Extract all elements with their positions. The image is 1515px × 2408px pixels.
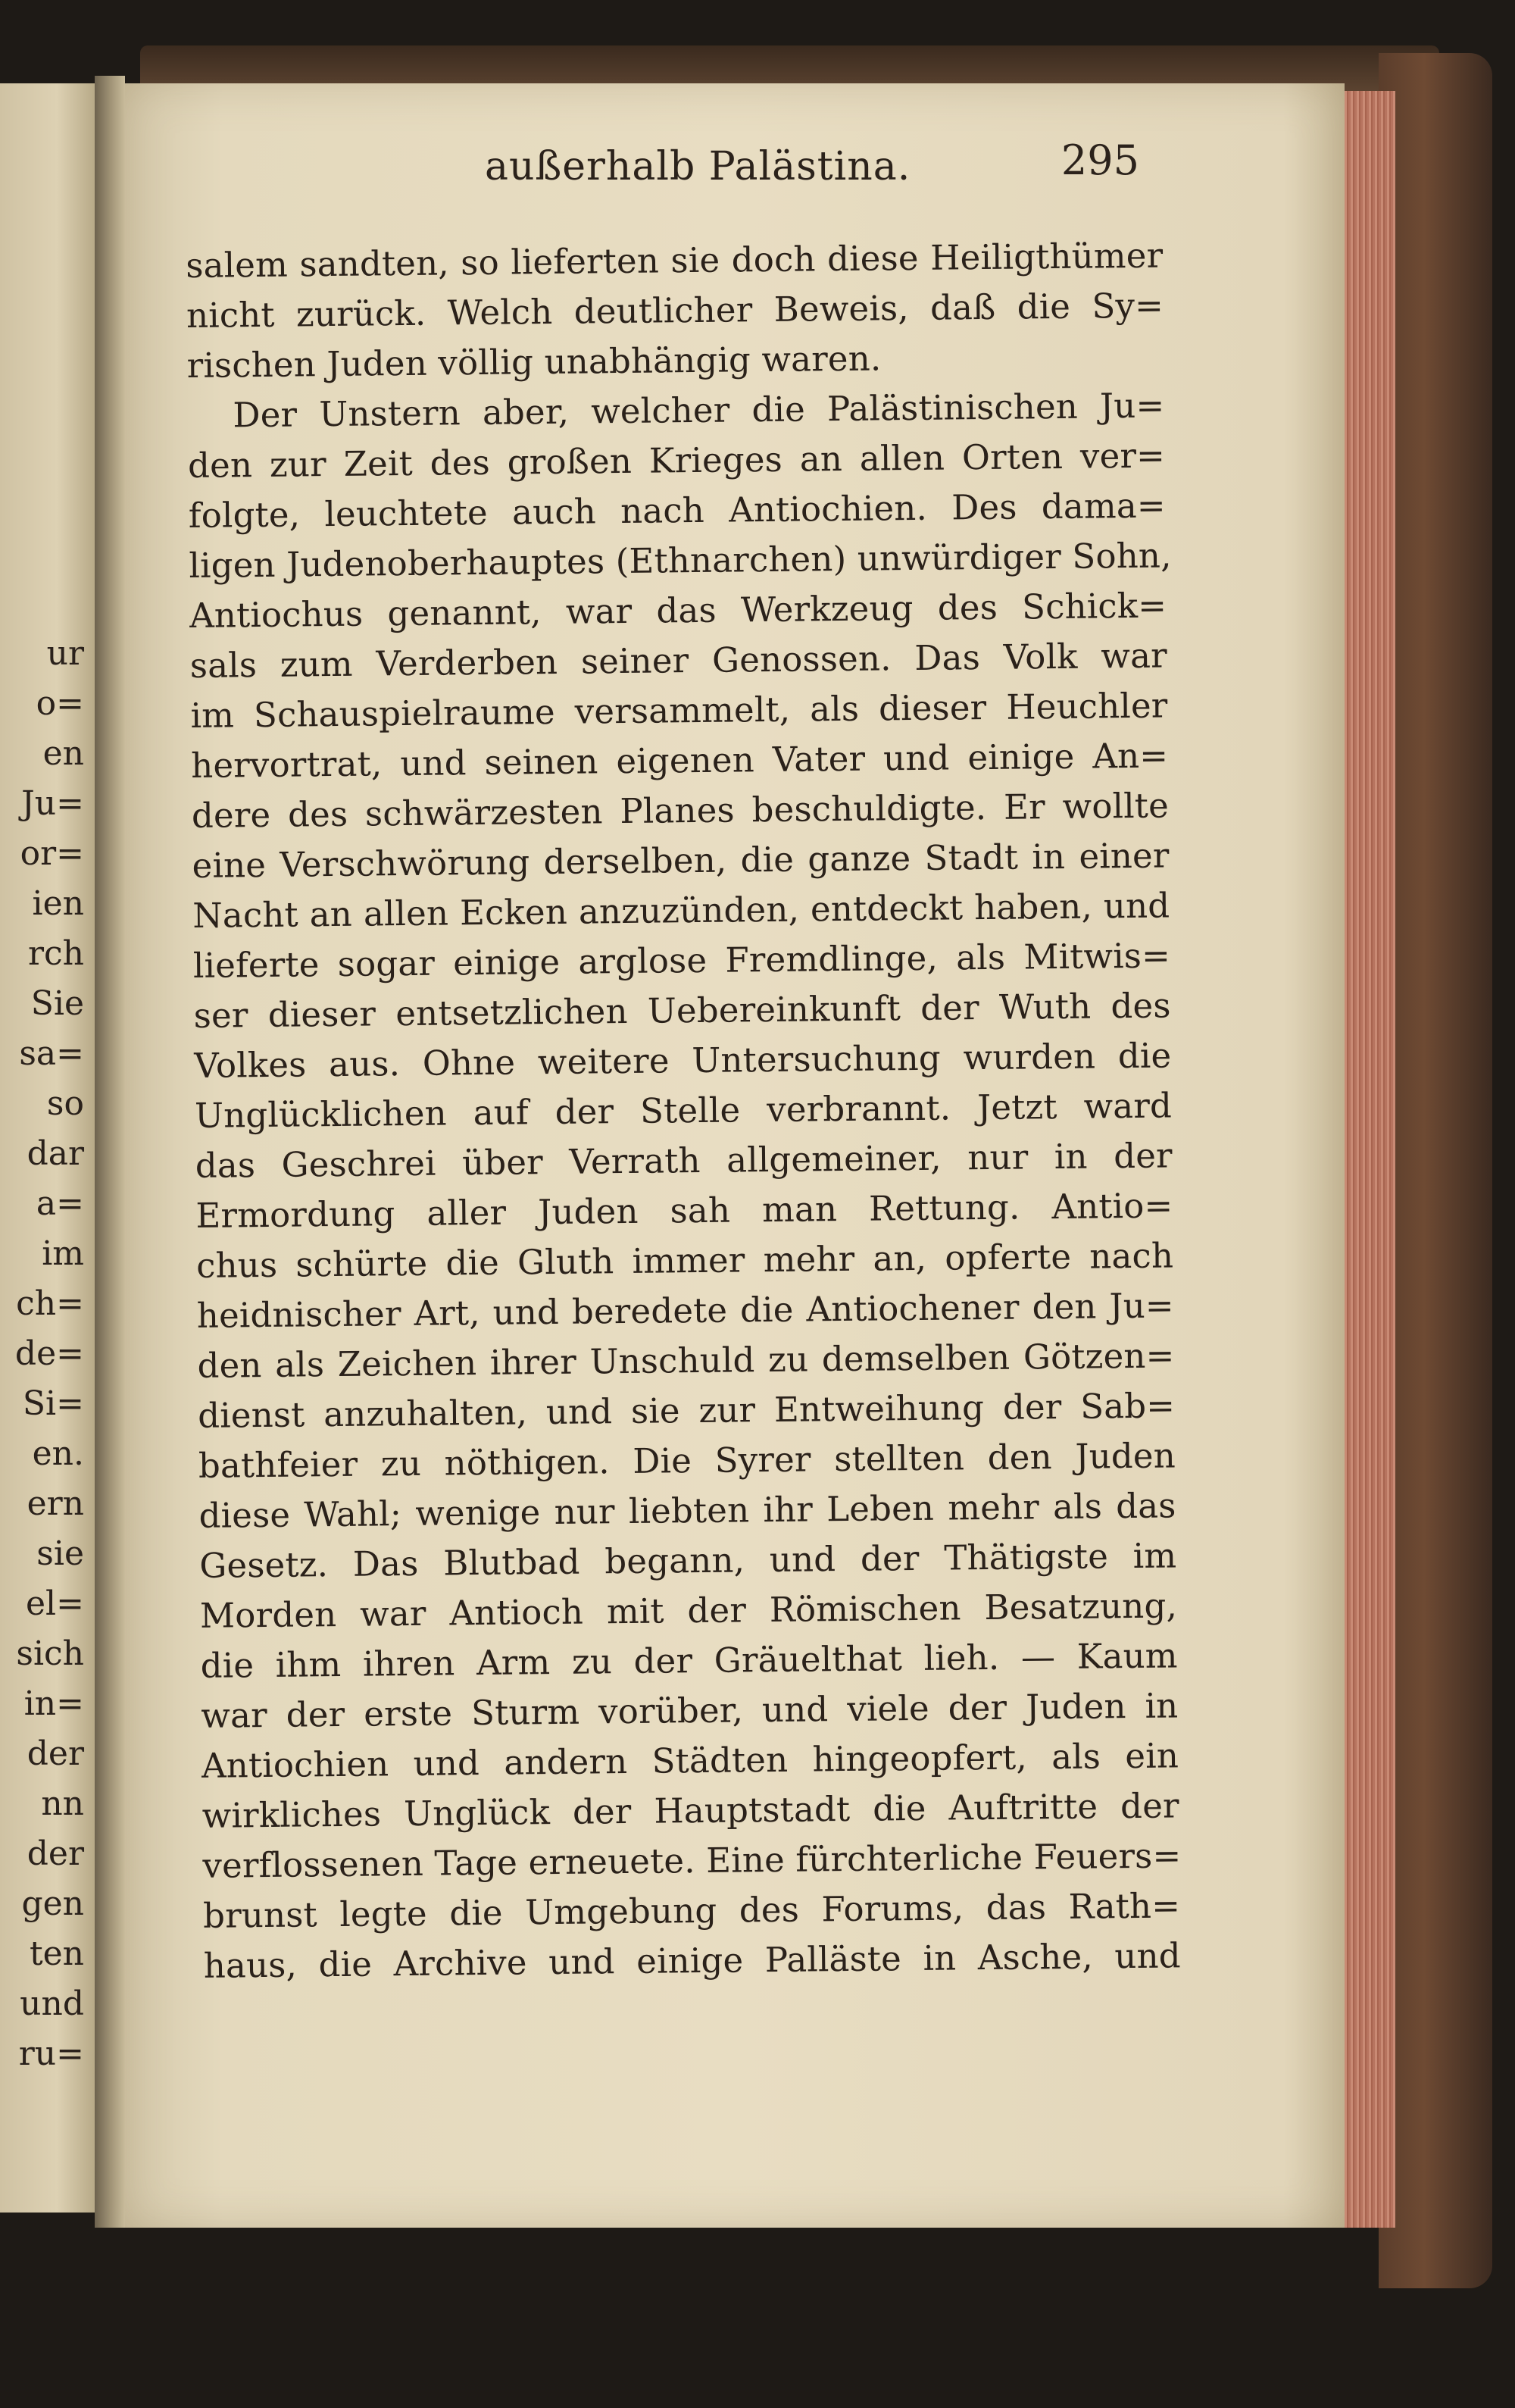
text-line: rischen Juden völlig unabhängig waren. xyxy=(186,338,882,386)
left-fragment: so xyxy=(46,1084,84,1123)
left-fragment: a= xyxy=(36,1184,84,1223)
text-line: brunst legte die Umgebung des Forums, das Rath= xyxy=(202,1885,1181,1936)
page-header xyxy=(318,136,1139,205)
left-fragment: dar xyxy=(27,1134,84,1173)
left-fragment: ern xyxy=(27,1484,84,1523)
text-line: Ermordung aller Juden sah man Rettung. Antio= xyxy=(195,1185,1173,1236)
left-fragment: el= xyxy=(26,1584,84,1623)
text-line: die ihm ihren Arm zu der Gräuelthat lieh. — Kaum xyxy=(200,1635,1178,1686)
left-fragment: Ju= xyxy=(21,784,84,823)
left-fragment: der xyxy=(27,1734,84,1773)
text-line: Der Unstern aber, welcher die Palästinischen Ju= xyxy=(233,385,1165,436)
text-line: Unglücklichen auf der Stelle verbrannt. Jetzt ward xyxy=(194,1085,1173,1136)
text-line: chus schürte die Gluth immer mehr an, opferte nach xyxy=(195,1235,1174,1286)
text-line: im Schauspielraume versammelt, als dieser Heuchler xyxy=(190,685,1168,736)
text-line: lieferte sogar einige arglose Fremdlinge, als Mitwis= xyxy=(192,935,1171,986)
left-fragment: sie xyxy=(36,1534,84,1573)
left-fragment: en xyxy=(42,734,84,773)
left-page-text-fragments xyxy=(15,629,84,2079)
text-line: Antiochien und andern Städten hingeopfert, als ein xyxy=(201,1735,1179,1786)
text-line: Gesetz. Das Blutbad begann, und der Thätigste im xyxy=(199,1535,1177,1586)
running-head: außerhalb Palästina. xyxy=(485,144,911,189)
text-line: wirkliches Unglück der Hauptstadt die Auftritte der xyxy=(201,1785,1179,1836)
left-fragment: der xyxy=(27,1834,84,1873)
text-line: sals zum Verderben seiner Genossen. Das Volk war xyxy=(189,635,1168,686)
left-fragment: sich xyxy=(16,1634,84,1673)
text-line: dienst anzuhalten, und sie zur Entweihung der Sab= xyxy=(197,1385,1176,1436)
left-fragment: ru= xyxy=(18,2034,84,2073)
text-line: das Geschrei über Verrath allgemeiner, nur in der xyxy=(195,1135,1173,1186)
left-fragment: de= xyxy=(14,1334,84,1373)
left-fragment: ch= xyxy=(16,1284,84,1323)
left-fragment: in= xyxy=(23,1684,84,1723)
left-fragment: o= xyxy=(36,684,84,723)
left-fragment: nn xyxy=(41,1784,84,1823)
text-line: dere des schwärzesten Planes beschuldigte. Er wollte xyxy=(191,785,1170,836)
left-fragment: im xyxy=(42,1234,84,1273)
left-fragment: en. xyxy=(32,1434,84,1473)
left-fragment: rch xyxy=(27,934,84,973)
book-cover-edge xyxy=(1379,53,1492,2288)
text-line: Nacht an allen Ecken anzuzünden, entdeckt haben, und xyxy=(192,885,1170,936)
text-line: den als Zeichen ihrer Unschuld zu demselben Götzen= xyxy=(197,1335,1175,1386)
text-line: heidnischer Art, und beredete die Antiochener den Ju= xyxy=(196,1285,1175,1336)
left-fragment: Si= xyxy=(22,1384,84,1423)
text-line: haus, die Archive und einige Palläste in Asche, und xyxy=(203,1935,1182,1986)
text-line: eine Verschwörung derselben, die ganze Stadt in einer xyxy=(192,835,1170,886)
text-line: hervortrat, und seinen eigenen Vater und einige An= xyxy=(190,735,1169,786)
text-line: folgte, leuchtete auch nach Antiochien. Des dama= xyxy=(188,485,1167,536)
text-line: bathfeier zu nöthigen. Die Syrer stellten den Juden xyxy=(198,1435,1176,1486)
text-line: Antiochus genannt, war das Werkzeug des Schick= xyxy=(189,585,1167,636)
text-line: salem sandten, so lieferten sie doch diese Heiligthümer xyxy=(186,235,1164,286)
page-number: 295 xyxy=(1060,136,1139,184)
body-text xyxy=(186,230,1181,1991)
left-fragment: Sie xyxy=(30,984,84,1023)
text-line: ligen Judenoberhauptes (Ethnarchen) unwürdiger Sohn, xyxy=(189,535,1172,586)
left-fragment: gen xyxy=(21,1884,84,1923)
text-line: Volkes aus. Ohne weitere Untersuchung wurden die xyxy=(194,1035,1172,1086)
left-fragment: ur xyxy=(46,634,84,673)
text-line: war der erste Sturm vorüber, und viele der Juden in xyxy=(201,1685,1179,1736)
text-line: diese Wahl; wenige nur liebten ihr Leben mehr als das xyxy=(198,1485,1176,1536)
left-fragment: sa= xyxy=(19,1034,84,1073)
text-line: ser dieser entsetzlichen Uebereinkunft der Wuth des xyxy=(193,985,1171,1036)
text-line: den zur Zeit des großen Krieges an allen Orten ver= xyxy=(187,435,1166,486)
text-line: Morden war Antioch mit der Römischen Besatzung, xyxy=(199,1585,1178,1636)
book-gutter xyxy=(95,76,125,2228)
left-fragment: or= xyxy=(20,834,84,873)
page-edges xyxy=(1342,91,1395,2228)
left-fragment: und xyxy=(20,1984,84,2023)
left-fragment: ien xyxy=(32,884,84,923)
text-line: nicht zurück. Welch deutlicher Beweis, daß die Sy= xyxy=(186,285,1164,336)
left-page-edge xyxy=(0,83,95,2213)
left-fragment: ten xyxy=(29,1934,84,1973)
text-line: verflossenen Tage erneuete. Eine fürchterliche Feuers= xyxy=(202,1835,1182,1886)
